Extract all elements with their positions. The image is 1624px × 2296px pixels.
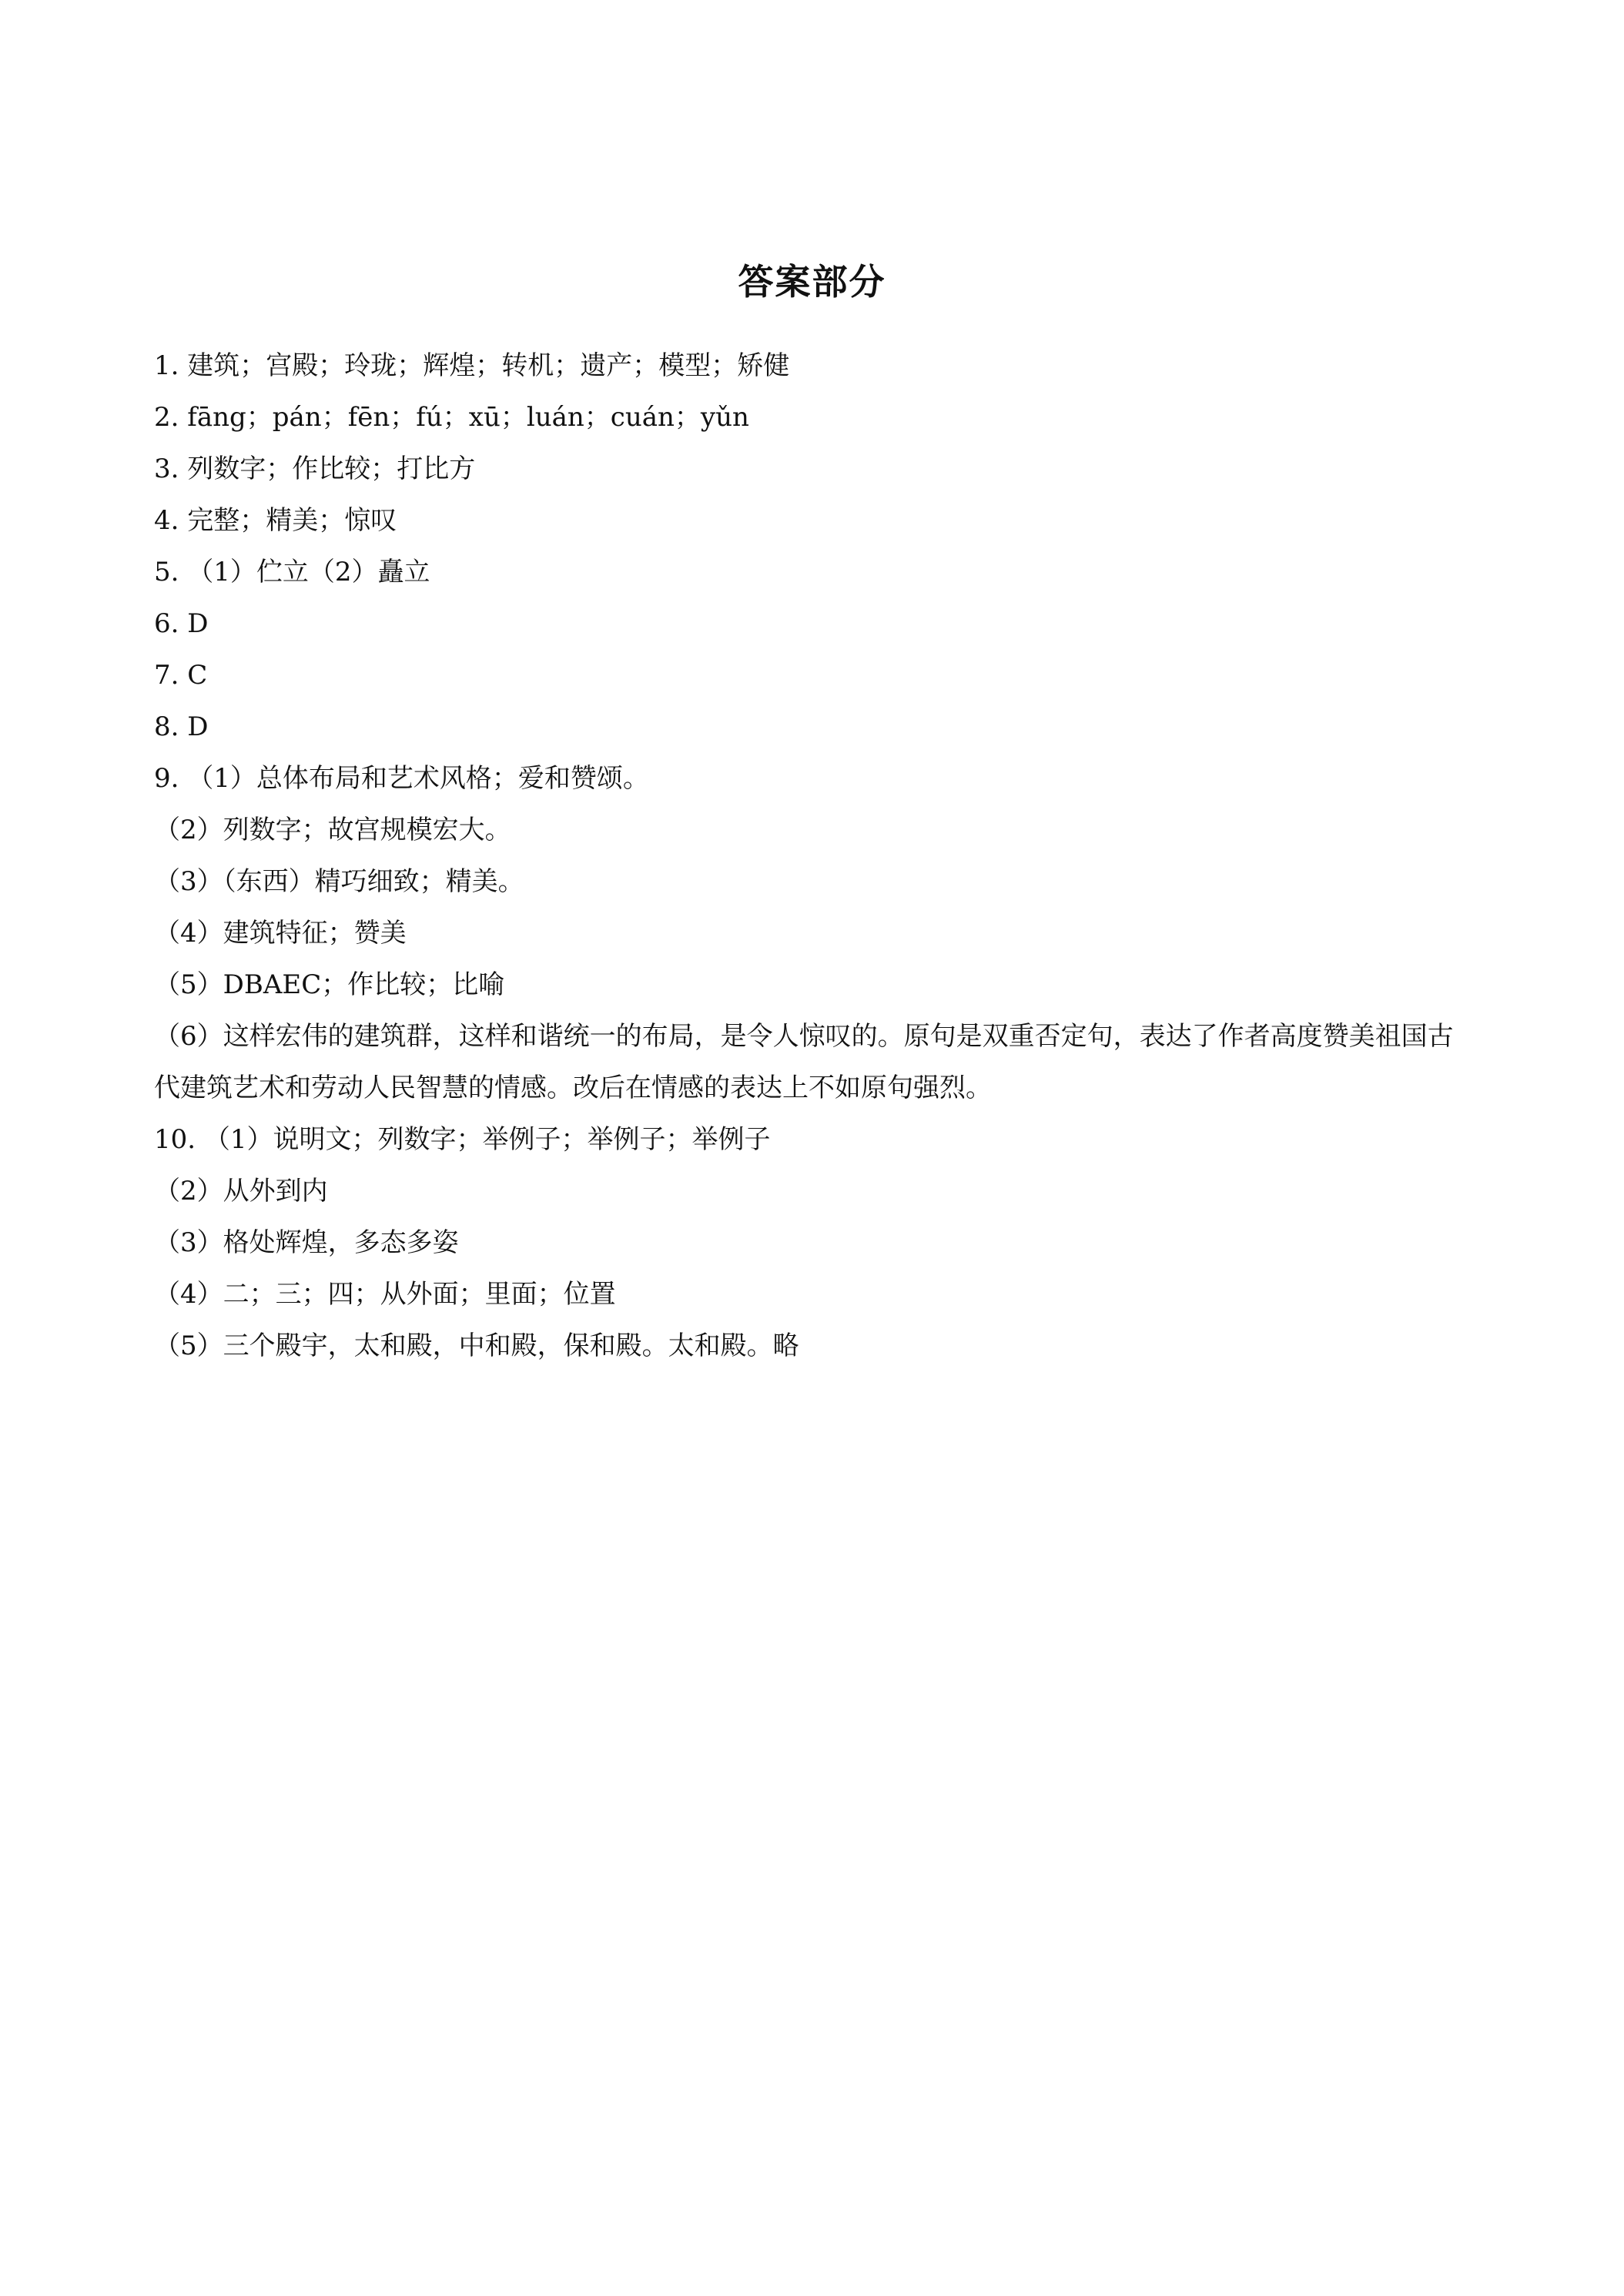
answer-3: 3. 列数字；作比较；打比方: [154, 454, 476, 484]
answer-9-1: 9. （1）总体布局和艺术风格；爱和赞颂。: [154, 763, 649, 794]
answer-1: 1. 建筑；宫殿；玲珑；辉煌；转机；遗产；模型；矫健: [154, 350, 790, 381]
answer-10-3: （3）格处辉煌，多态多姿: [154, 1227, 459, 1258]
answer-7: 7. C: [154, 660, 208, 691]
answer-9-5: （5）DBAEC；作比较；比喻: [154, 969, 505, 1000]
answer-2: 2. fāng；pán；fēn；fú；xū；luán；cuán；yǔn: [154, 402, 749, 433]
answer-10-2: （2）从外到内: [154, 1176, 328, 1207]
answer-list: [154, 340, 1478, 1372]
answer-9-2: （2）列数字；故宫规模宏大。: [154, 815, 511, 845]
answer-6: 6. D: [154, 608, 209, 639]
answer-9-6: （6）这样宏伟的建筑群，这样和谐统一的布局，是令人惊叹的。原句是双重否定句，表达了作者高度赞美祖国古代建筑艺术和劳动人民智慧的情感。改后在情感的表达上不如原句强烈。: [154, 1021, 1454, 1103]
answer-8: 8. D: [154, 711, 209, 742]
answer-4: 4. 完整；精美；惊叹: [154, 505, 397, 536]
answer-9-3: （3）（东西）精巧细致；精美。: [154, 866, 524, 897]
answer-9-4: （4）建筑特征；赞美: [154, 918, 407, 949]
answer-5: 5. （1）伫立（2）矗立: [154, 557, 430, 587]
answer-10-4: （4）二；三；四；从外面；里面；位置: [154, 1279, 616, 1310]
answer-10-1: 10. （1）说明文；列数字；举例子；举例子；举例子: [154, 1124, 771, 1155]
page-title: 答案部分: [738, 261, 886, 303]
answer-10-5: （5）三个殿宇，太和殿，中和殿，保和殿。太和殿。略: [154, 1330, 799, 1361]
